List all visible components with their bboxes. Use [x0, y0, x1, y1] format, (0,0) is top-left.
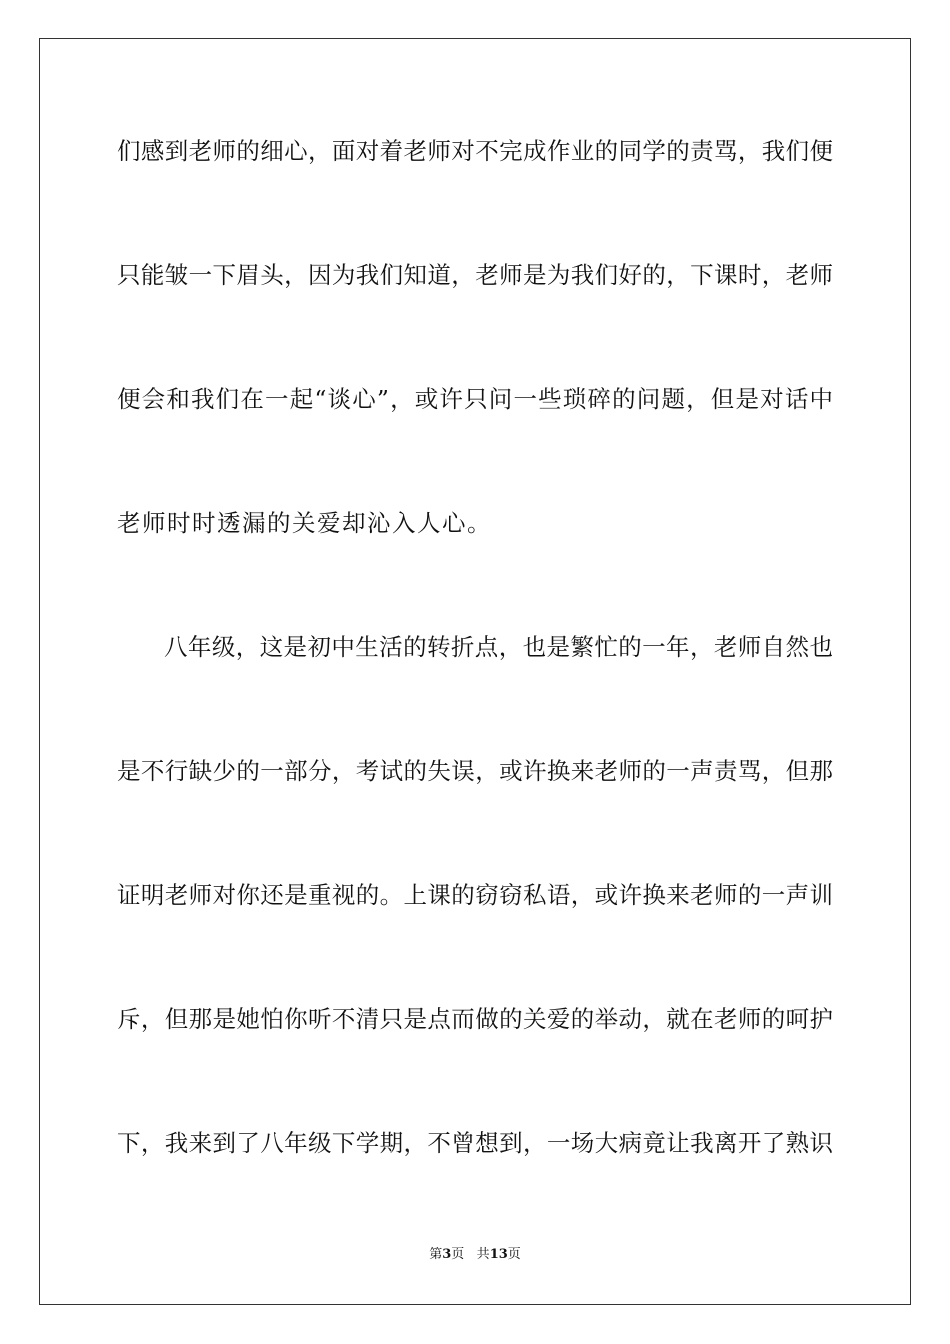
page-border	[39, 38, 911, 1305]
paragraph-first-line: 八年级，这是初中生活的转折点，也是繁忙的一年，老师自然也	[164, 633, 833, 661]
text-line: 便会和我们在一起“谈心”，或许只问一些琐碎的问题，但是对话中	[117, 385, 833, 413]
page-prefix: 第	[429, 1247, 443, 1262]
text-line: 是不行缺少的一部分，考试的失误，或许换来老师的一声责骂，但那	[117, 757, 833, 785]
page-footer	[0, 1245, 950, 1265]
text-line: 老师时时透漏的关爱却沁入人心。	[117, 509, 492, 537]
page-suffix: 页	[451, 1247, 465, 1262]
text-line: 只能皱一下眉头，因为我们知道，老师是为我们好的，下课时，老师	[117, 261, 833, 289]
text-line: 证明老师对你还是重视的。上课的窃窃私语，或许换来老师的一声训	[117, 881, 833, 909]
total-pages: 13	[489, 1247, 508, 1262]
text-line: 斥，但那是她怕你听不清只是点而做的关爱的举动，就在老师的呵护	[117, 1005, 833, 1033]
text-line: 下，我来到了八年级下学期，不曾想到，一场大病竟让我离开了熟识	[117, 1129, 833, 1157]
total-prefix: 共	[476, 1247, 490, 1262]
total-suffix: 页	[507, 1247, 521, 1262]
text-line: 们感到老师的细心，面对着老师对不完成作业的同学的责骂，我们便	[117, 137, 833, 165]
page-number: 3	[442, 1247, 452, 1262]
